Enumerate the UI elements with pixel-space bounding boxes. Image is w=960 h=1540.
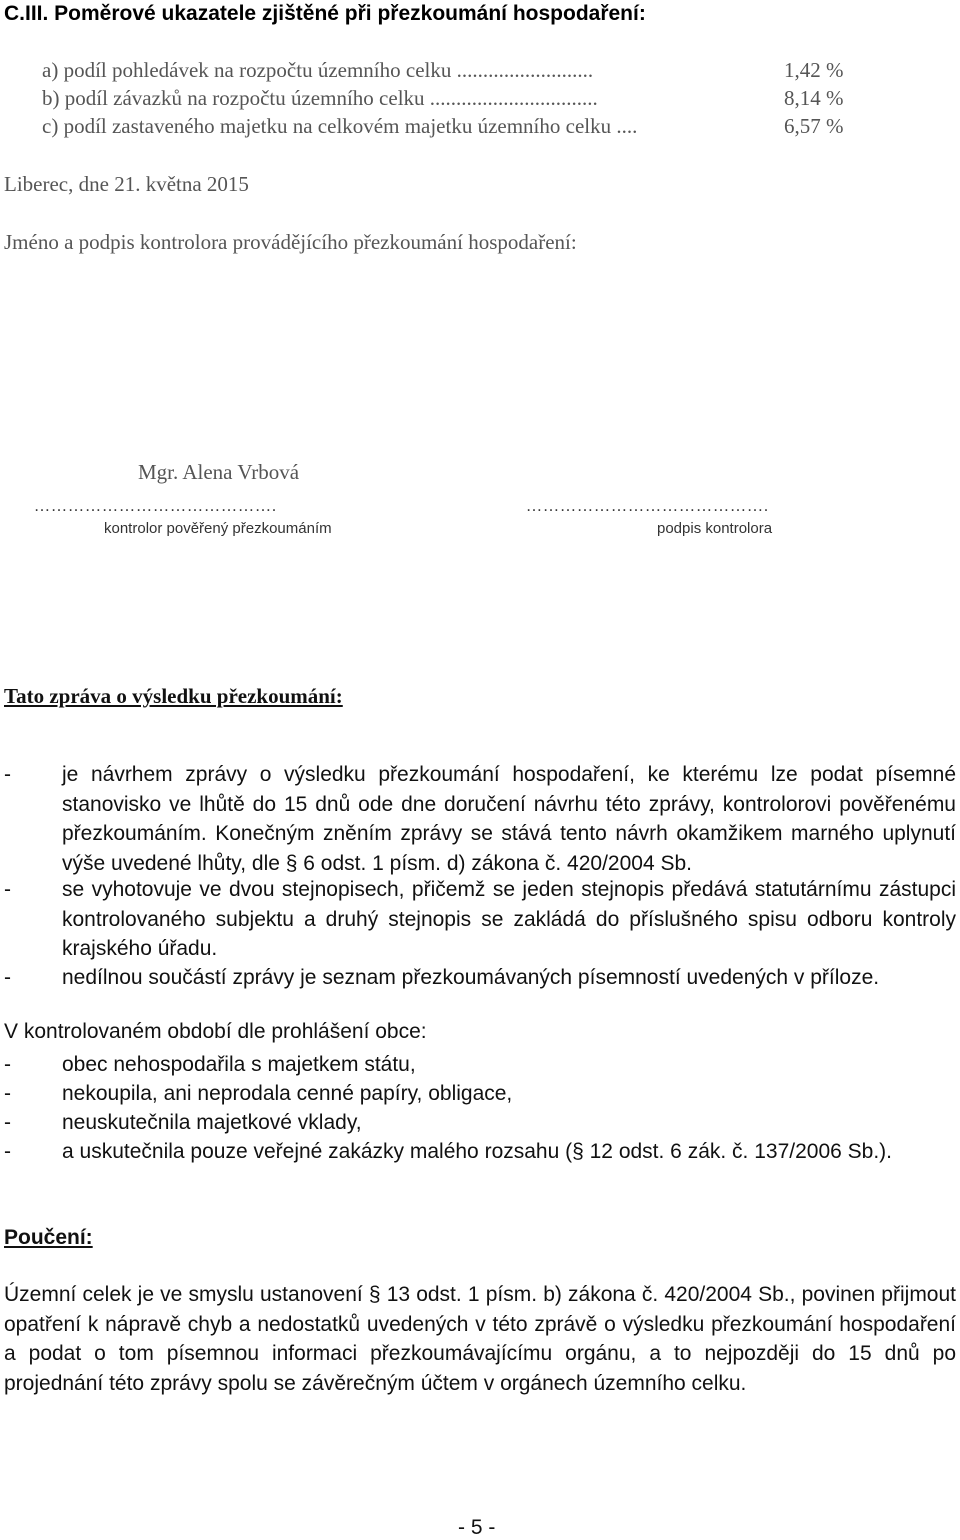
section-heading: C.III. Poměrové ukazatele zjištěné při přezkoumání hospodaření: (4, 2, 646, 25)
declaration-item-text: a uskutečnila pouze veřejné zakázky malého rozsahu (§ 12 odst. 6 zák. č. 137/2006 Sb.). (62, 1140, 892, 1163)
declaration-item-text: nekoupila, ani neprodala cenné papíry, obligace, (62, 1082, 513, 1105)
instruction-heading: Poučení: (4, 1226, 93, 1249)
declaration-item (0, 1050, 960, 1079)
declaration-item-text: obec nehospodařila s majetkem státu, (62, 1053, 416, 1076)
ratio-value: 1,42 % (784, 58, 844, 82)
ratio-value: 6,57 % (784, 114, 844, 138)
report-item-text: se vyhotovuje ve dvou stejnopisech, přičemž se jeden stejnopis předává statutárnímu zástupci kontrolovaného subjektu a druhý stejnopis se zakládá do příslušného spisu odboru kontroly krajského úřadu. (62, 878, 956, 960)
ratio-row (42, 114, 922, 140)
declaration-item (0, 1137, 960, 1166)
signature-dots-left: ……………………………………. (34, 498, 277, 515)
list-dash: - (4, 1111, 11, 1134)
report-item-text: nedílnou součástí zprávy je seznam přezkoumávaných písemností uvedených v příloze. (62, 966, 880, 989)
place-date: Liberec, dne 21. května 2015 (4, 172, 249, 196)
declaration-item (0, 1079, 960, 1108)
declaration-item (0, 1108, 960, 1137)
caption-controller: kontrolor pověřený přezkoumáním (104, 520, 332, 537)
instruction-text: Územní celek je ve smyslu ustanovení § 13 odst. 1 písm. b) zákona č. 420/2004 Sb., povinen přijmout opatření k nápravě chyb a nedostatků uvedených v této zprávě o výsledku přezkoumání hospodaření a podat o tom písemnou informaci přezkoumávajícímu orgánu, a to nejpozději do 15 dnů po projednání této zprávy spolu se závěrečným účtem v orgánech územního celku. (4, 1283, 956, 1395)
list-dash: - (4, 763, 11, 786)
list-dash: - (4, 1140, 11, 1163)
page-number: - 5 - (458, 1516, 496, 1539)
signature-intro: Jméno a podpis kontrolora provádějícího přezkoumání hospodaření: (4, 230, 577, 254)
declaration-item-text: neuskutečnila majetkové vklady, (62, 1111, 362, 1134)
report-item (0, 760, 960, 875)
ratio-label: b) podíl závazků na rozpočtu územního celku ................................ (42, 86, 598, 110)
ratio-row (42, 58, 922, 84)
signature-dots-right: ……………………………………. (526, 498, 769, 515)
report-heading: Tato zpráva o výsledku přezkoumání: (4, 684, 343, 708)
report-item-text: je návrhem zprávy o výsledku přezkoumání hospodaření, ke kterému lze podat písemné stanovisko ve lhůtě do 15 dnů ode dne doručení návrhu této zprávy, kontrolorovi pověřenému přezkoumáním. Konečným zněním zprávy se stává tento návrh okamžikem marného uplynutí výše uvedené lhůty, dle § 6 odst. 1 písm. d) zákona č. 420/2004 Sb. (62, 763, 956, 875)
ratio-label: c) podíl zastaveného majetku na celkovém majetku územního celku .... (42, 114, 638, 138)
list-dash: - (4, 1082, 11, 1105)
declaration-intro: V kontrolovaném období dle prohlášení obce: (4, 1020, 427, 1043)
report-item (0, 875, 960, 967)
list-dash: - (4, 966, 11, 989)
ratio-row (42, 86, 922, 112)
caption-signature: podpis kontrolora (657, 520, 773, 537)
ratio-value: 8,14 % (784, 86, 844, 110)
ratio-label: a) podíl pohledávek na rozpočtu územního celku .......................... (42, 58, 594, 82)
controller-name: Mgr. Alena Vrbová (138, 460, 300, 484)
report-item (0, 963, 960, 995)
list-dash: - (4, 878, 11, 901)
list-dash: - (4, 1053, 11, 1076)
